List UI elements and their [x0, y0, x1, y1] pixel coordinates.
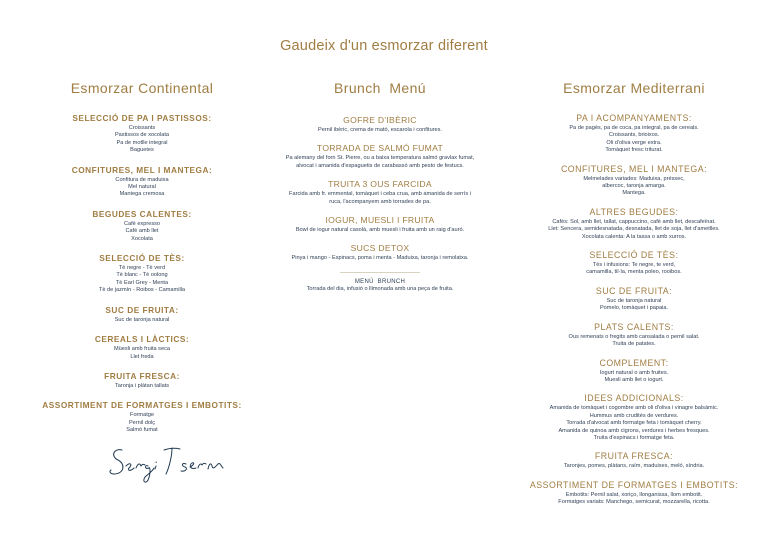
section-title: SELECCIÓ DE TÈS: [589, 250, 679, 261]
menu-item: Embotits: Pernil salat, xoriço, llonganissa, llom embotit. [565, 491, 703, 498]
menu-section [28, 253, 256, 295]
menu-section [516, 480, 752, 507]
menu-item: Mantega. [622, 190, 646, 197]
section-title: ALTRES BEGUDES: [589, 206, 679, 217]
menu-item: Iogurt natural o amb fruites. [599, 369, 669, 376]
page-title: Gaudeix d'un esmorzar diferent [280, 38, 488, 54]
menu-item: Llet: Sencera, semidesnatada, desnatada, llet de soja, llet d'ametlles. [548, 226, 720, 233]
section-title: PA I ACOMPANYAMENTS: [576, 113, 692, 123]
menu-item: Tomàquet fresc triturat. [605, 147, 663, 154]
menu-item: Tès i infusions: Te negre, te verd, [592, 262, 676, 269]
menu-item: Tè Earl Grey - Menta [115, 279, 169, 286]
brunch-menu-footer-title: MENÚ BRUNCH [354, 278, 406, 285]
section-title: COMPLEMENT: [599, 357, 669, 368]
menu-item: Tè de jazmín - Roibos - Camamilla [98, 287, 186, 294]
section-title: CONFITURES, MEL I MANTEGA: [71, 164, 213, 175]
brunch-menu-footer-line: Torrada del dia, infusió o llimonada amb una peça de fruita. [306, 285, 454, 292]
section-title: FRUITA FRESCA: [104, 370, 180, 381]
menu-item: Formatges variats: Manchego, semicurat, mozzarella, ricotta. [558, 499, 710, 506]
section-title: FRUITA FRESCA: [594, 451, 674, 462]
section-title: CONFITURES, MEL I MANTEGA: [560, 163, 708, 174]
section-title: PLATS CALENTS: [594, 321, 674, 332]
menu-item: Xocolata [131, 235, 153, 242]
menu-item: Formatge [130, 412, 154, 419]
menu-section [28, 165, 256, 199]
menu-item: Oli d'oliva verge extra. [606, 139, 662, 146]
signature-icon [108, 444, 224, 484]
section-title: BEGUDES CALENTES: [92, 208, 192, 219]
menu-item: Tè blanc - Tè oolong [116, 272, 168, 279]
column-title: Esmorzar Continental [70, 80, 214, 96]
menu-item: Pa de pagès, pa de coca, pa integral, pa de cereals. [569, 125, 699, 131]
menu-item: Croissants [128, 125, 156, 131]
menu-section [516, 250, 752, 277]
section-title: TORRADA DE SALMÓ FUMAT [316, 143, 444, 154]
menu-section [28, 305, 256, 324]
menu-section [28, 113, 256, 155]
menu-item: Bowl de iogur natural casolà, amb muesli i fruita amb un raig d'auró. [295, 227, 465, 234]
menu-item: Hummus amb crudités de verdures. [589, 412, 679, 419]
menu-item: Suc de taronja natural [606, 297, 662, 304]
menu-section [516, 207, 752, 241]
menu-item: Tè negre - Tè verd [118, 265, 166, 272]
menu-item: alvocat i amanida d'espaguetis de carabassó amb pesto de festucs. [296, 162, 464, 169]
section-title: SUCS DETOX [350, 243, 410, 254]
menu-section [516, 393, 752, 442]
menu-item: albercoc, taronja amarga. [602, 183, 666, 190]
menu-item: Mantega cremosa [119, 191, 165, 198]
column-title: Brunch Menú [334, 80, 426, 96]
menu-item: Taronja i plàtan tallats [114, 382, 170, 389]
section-title: IDEES ADDICIONALS: [584, 393, 684, 404]
menu-item: Farcida amb fr. emmental, tomàquet i ceba crua, amb amanida de serrís i [289, 191, 471, 198]
menu-item: Amanida de tomàquet i cogombre amb oli d'oliva i vinagre balsàmic. [549, 405, 719, 412]
menu-section [264, 243, 496, 262]
section-title: GOFRE D'IBÈRIC [343, 115, 417, 125]
divider [340, 272, 420, 273]
menu-section [516, 358, 752, 385]
menu-item: Cafè expresso [123, 220, 161, 227]
menu-section [516, 113, 752, 155]
menu-section [516, 322, 752, 349]
menu-item: Salmó fumat [126, 427, 158, 434]
menu-section [28, 371, 256, 390]
menu-section [516, 286, 752, 313]
menu-item: ruca, l'acompanyem amb torrades de pa. [329, 198, 431, 205]
menu-section [264, 179, 496, 206]
section-title: SELECCIÓ DE PA I PASTISSOS: [72, 113, 212, 123]
menu-section [28, 400, 256, 434]
menu-item: Suc de taronja natural [114, 316, 170, 323]
menu-item: Muesli amb llet o iogurt. [604, 376, 664, 383]
menu-item: Pernil dolç [128, 419, 156, 426]
section-title: IOGUR, MUESLI I FRUITA [325, 215, 435, 226]
menu-item: Torrada d'alvocat amb formatge feta i tomàquet cherry. [566, 420, 702, 427]
menu-item: Mel natural [128, 184, 156, 191]
menu-item: Müesli amb fruita seca [114, 346, 170, 353]
menu-column-brunch [264, 80, 496, 293]
menu-item: Pinya i mango - Espinacs, poma i menta - Maduixa, taronja i remolatxa. [291, 255, 469, 262]
menu-item: Pomelo, tomàquet i papaia. [599, 305, 669, 312]
menu-section [28, 209, 256, 243]
menu-section [264, 143, 496, 170]
menu-column-continental [28, 80, 256, 445]
menu-section [516, 451, 752, 470]
menu-item: Xocolata calenta: A la tassa o amb xurros. [581, 233, 687, 240]
section-title: SUC DE FRUITA: [105, 304, 179, 315]
section-title: TRUITA 3 OUS FARCIDA [328, 179, 432, 190]
menu-item: Pa de motlle integral [116, 139, 168, 146]
menu-item: Melmelades variades: Maduixa, préssec, [583, 175, 685, 182]
menu-section [28, 334, 256, 361]
menu-item: Pa alemany del forn St. Pierre, ou a baixa temperatura salmó gravlax fumat, [285, 155, 475, 162]
menu-section [264, 215, 496, 234]
section-title: CEREALS I LÀCTICS: [94, 334, 190, 345]
menu-item: camamilla, til·la, menta poleo, rooibos. [586, 269, 682, 276]
menu-section [516, 164, 752, 198]
menu-item: Ous remenats o fregits amb cansalada o pernil salat. [568, 333, 700, 340]
section-title: ASSORTIMENT DE FORMATGES I EMBOTITS: [529, 479, 739, 490]
menu-item: Truita de patates. [612, 341, 656, 348]
menu-item: Pernil ibèric, crema de mató, escarola i confitures. [317, 127, 443, 133]
menu-item: Taronjes, pomes, plàtans, raïm, maduixes, meló, síndria. [563, 463, 705, 470]
menu-item: Croissants, brioixos. [608, 132, 660, 139]
menu-item: Amanida de quinoa amb cigrons, verdures i herbes fresques. [558, 427, 710, 434]
menu-item: Cafè amb llet [125, 228, 159, 235]
menu-item: Llet freda [130, 353, 154, 360]
menu-column-mediterrani [516, 80, 752, 516]
menu-item: Confitura de maduixa [115, 176, 169, 183]
section-title: SUC DE FRUITA: [595, 285, 673, 296]
menu-item: Baguetes [130, 147, 154, 154]
menu-item: Truita d'espinacs i formatge feta. [593, 434, 675, 441]
menu-item: Cafès: Sol, amb llet, tallat, cappuccino, cafè amb llet, descafeïnat. [552, 218, 716, 225]
section-title: ASSORTIMENT DE FORMATGES I EMBOTITS: [42, 400, 242, 411]
menu-section [264, 115, 496, 134]
menu-item: Pastissos de xocolata [114, 132, 170, 139]
section-title: SELECCIÓ DE TÈS: [99, 253, 185, 264]
column-title: Esmorzar Mediterrani [563, 80, 705, 96]
